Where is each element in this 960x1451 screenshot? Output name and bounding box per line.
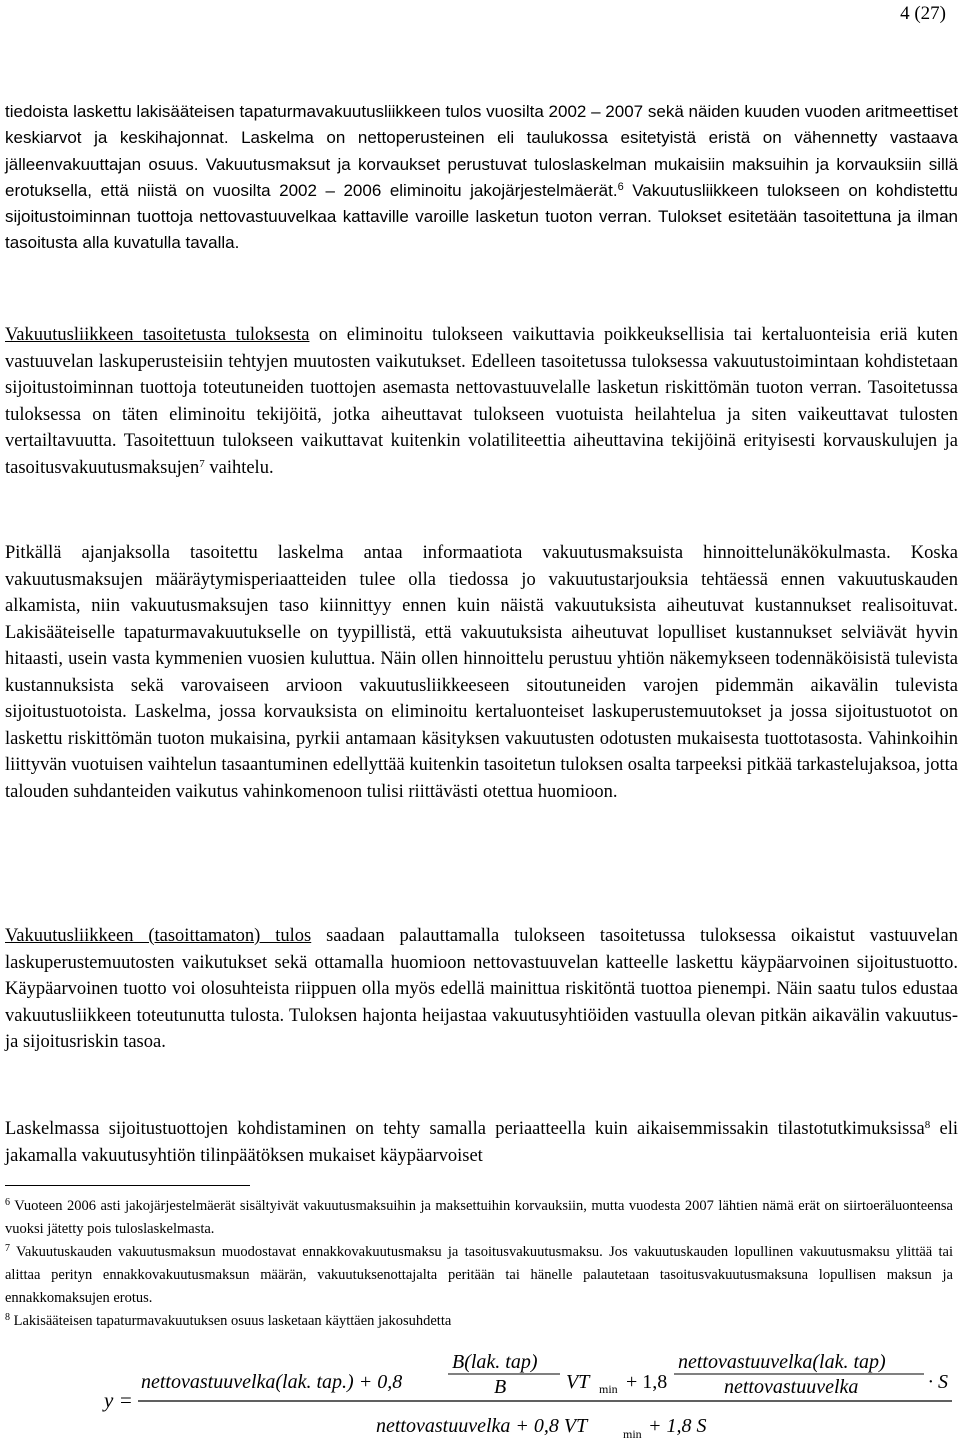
footnote-7: [5, 1241, 953, 1310]
formula-frac2-bottom: nettovastuuvelka: [724, 1376, 859, 1398]
footnote-ref-8[interactable]: 8: [924, 1119, 931, 1131]
formula-lhs: y =: [104, 1388, 133, 1412]
footnote-8: [5, 1310, 953, 1333]
footnote-divider: [5, 1185, 250, 1186]
page-number: 4 (27): [900, 3, 946, 24]
footnote-text: Lakisääteisen tapaturmavakuutuksen osuus lasketaan käyttäen jakosuhdetta: [10, 1313, 452, 1329]
paragraph-investment-allocation: [5, 1116, 958, 1169]
formula-svg: [96, 1350, 956, 1446]
footnote-number: 6: [5, 1197, 10, 1208]
allocation-formula: [96, 1350, 956, 1446]
paragraph-text: Vakuutusliikkeen tulokseen on kohdistettu sijoitustoiminnan tuottoja nettovastuuvelkaa kattaville varoille lasketun tuoton verran. Tulokset esitetään tasoitettuna ja ilman tasoitusta alla kuvatulla tavalla.: [5, 180, 959, 253]
underlined-term: Vakuutusliikkeen (tasoittamaton) tulos: [5, 926, 312, 946]
formula-dot-s: · S: [928, 1371, 948, 1393]
paragraph-text: on eliminoitu tulokseen vaikuttavia poikkeuksellisia tai kertaluonteisia eriä kuten vastuuvelan laskuperusteisiin tehtyjen muutosten vaikutukset. Edelleen tasoitetussa tuloksessa vakuutustoimintaan kohdistetaan sijoitustoiminnan tuottoja toteutuneiden tuottojen asemasta nettovastuuvelalle lasketun riskittömän tuoton verran. Tasoitetussa tuloksessa on täten eliminoitu tekijöitä, jotka aiheuttavat tulokseen vuotuista heilahtelua ja siten vaikeuttavat tulosten vertailtavuutta. Tasoitettuun tulokseen vaikuttavat kuitenkin volatiliteettia aiheuttavina tekijöinä erityisesti korvauskulujen ja tasoitusvakuutusmaksujen: [5, 325, 958, 478]
footnote-ref-6[interactable]: 6: [617, 180, 624, 193]
paragraph-text: saadaan palauttamalla tulokseen tasoitetussa tuloksessa oikaistut vastuuvelan laskuperustemuutosten vaikutukset sekä ottamalla huomioon nettovastuuvelan katteelle laskettu käypäarvoinen sijoitustuotto. Käypäarvoinen tuotto voi olosuhteista riippuen olla myös edellä mainittua riskitöntä tuottoa pienempi. Näin saatu tulos edustaa vakuutusliikkeen toteutunutta tulosta. Tuloksen hajonta heijastaa vakuutusyhtiöiden vastuulla olevan pitkän aikavälin vakuutus- ja sijoitusriskin tasoa.: [5, 926, 958, 1052]
formula-frac1-top: B(lak. tap): [452, 1351, 538, 1373]
formula-den-tail: + 1,8 S: [648, 1415, 707, 1437]
formula-frac2-top: nettovastuuvelka(lak. tap): [678, 1351, 886, 1373]
paragraph-text: tiedoista laskettu lakisääteisen tapaturmavakuutusliikkeen tulos vuosilta 2002 – 2007 sekä näiden kuuden vuoden aritmeettiset keskiarvot ja keskihajonnat. Laskelma on nettoperusteinen eli taulukossa esitetyistä eristä on vähennetty vastaava jälleenvakuuttajan osuus. Vakuutusmaksut ja korvaukset perustuvat tuloslaskelman mukaisiin maksuihin ja korvauksiin sillä erotuksella, että niistä on vuosilta 2002 – 2006 eliminoitu jakojärjestelmäerät.: [5, 102, 958, 200]
paragraph-results-intro: [5, 99, 958, 257]
formula-plus-18: + 1,8: [626, 1371, 668, 1393]
footnote-ref-7[interactable]: 7: [199, 457, 205, 470]
footnote-number: 8: [5, 1312, 10, 1323]
formula-vt: VT: [566, 1371, 590, 1393]
paragraph-text: Pitkällä ajanjaksolla tasoitettu laskelma antaa informaatiota vakuutusmaksuista hinnoittelunäkökulmasta. Koska vakuutusmaksujen määräytymisperiaatteiden tulee olla tiedossa jo vakuutustarjouksia tehtäessä ennen vakuutuskauden alkamista, niin vakuutusmaksujen taso kiinnittyy ennen kuin näistä vakuutuksista aiheutuvat kustannukset realisoituvat. Lakisääteiselle tapaturmavakuutukselle on tyypillistä, että vakuutuksista aiheutuvat lopulliset kustannukset selviävät hyvin hitaasti, usein vasta kymmenien vuosien kuluttua. Näin ollen hinnoittelu perustuu yhtiön näkemykseen todennäköisistä tulevista kustannuksista sekä varovaiseen arvioon vakuutusliikkeeseen sitoutuneiden varojen pidemmän aikavälin tulevista sijoitustuotoista. Laskelma, jossa korvauksista on eliminoitu kertaluonteiset laskuperustemuutokset ja jossa sijoitustuotot on laskettu riskittömän tuoton mukaisina, pyrkii antamaan käsityksen vakuutusten odotusten mukaisesta tuottotasosta. Vahinkoihin liittyvän vuotuisen vaihtelun tasaantuminen edellyttää kuitenkin tasoitetun tuloksen osalta tarpeeksi pitkää tarkastelujaksoa, jotta talouden suhdanteiden vaikutus vahinkomenoon tulisi riittävästi otettua huomioon.: [5, 543, 959, 802]
footnote-text: Vuoteen 2006 asti jakojärjestelmäerät sisältyivät vakuutusmaksuihin ja maksettuihin korvauksiin, mutta vuodesta 2007 lähtien nämä erät on siirtoeräluonteensa vuoksi jätetty pois tuloslaskelmasta.: [5, 1198, 953, 1237]
paragraph-long-period: [5, 540, 958, 805]
footnote-6: [5, 1195, 953, 1241]
formula-den-min: min: [623, 1427, 642, 1441]
paragraph-unadjusted-result: [5, 923, 958, 1056]
paragraph-text: vaihtelu.: [204, 457, 274, 478]
footnote-text: Vakuutuskauden vakuutusmaksun muodostavat ennakkovakuutusmaksu ja tasoitusvakuutusmaksu. Jos vakuutuskauden lopullinen vakuutusmaksu ylittää tai alittaa perityn ennakkovakuutusmaksun määrän, vakuutuksenottajalta peritään tai hänelle palautetaan tasoitusvakuutusmaksuna lopullisen maksun ja ennakkomaksujen erotus.: [5, 1244, 953, 1306]
paragraph-text: eli jakamalla vakuutusyhtiön tilinpäätöksen mukaiset käypäarvoiset: [5, 1119, 958, 1166]
underlined-term: Vakuutusliikkeen tasoitetusta tuloksesta: [5, 325, 310, 345]
formula-numerator-start: nettovastuuvelka(lak. tap.) + 0,8: [141, 1371, 403, 1393]
formula-frac1-bottom: B: [494, 1376, 507, 1398]
footnote-number: 7: [5, 1243, 10, 1254]
formula-denominator: nettovastuuvelka + 0,8 VT: [376, 1415, 588, 1437]
paragraph-text: Laskelmassa sijoitustuottojen kohdistaminen on tehty samalla periaatteella kuin aikaisemmissakin tilastotutkimuksissa: [5, 1119, 925, 1139]
footnotes: [5, 1195, 953, 1333]
formula-vt-min: min: [599, 1382, 618, 1396]
paragraph-adjusted-result: [5, 322, 958, 481]
